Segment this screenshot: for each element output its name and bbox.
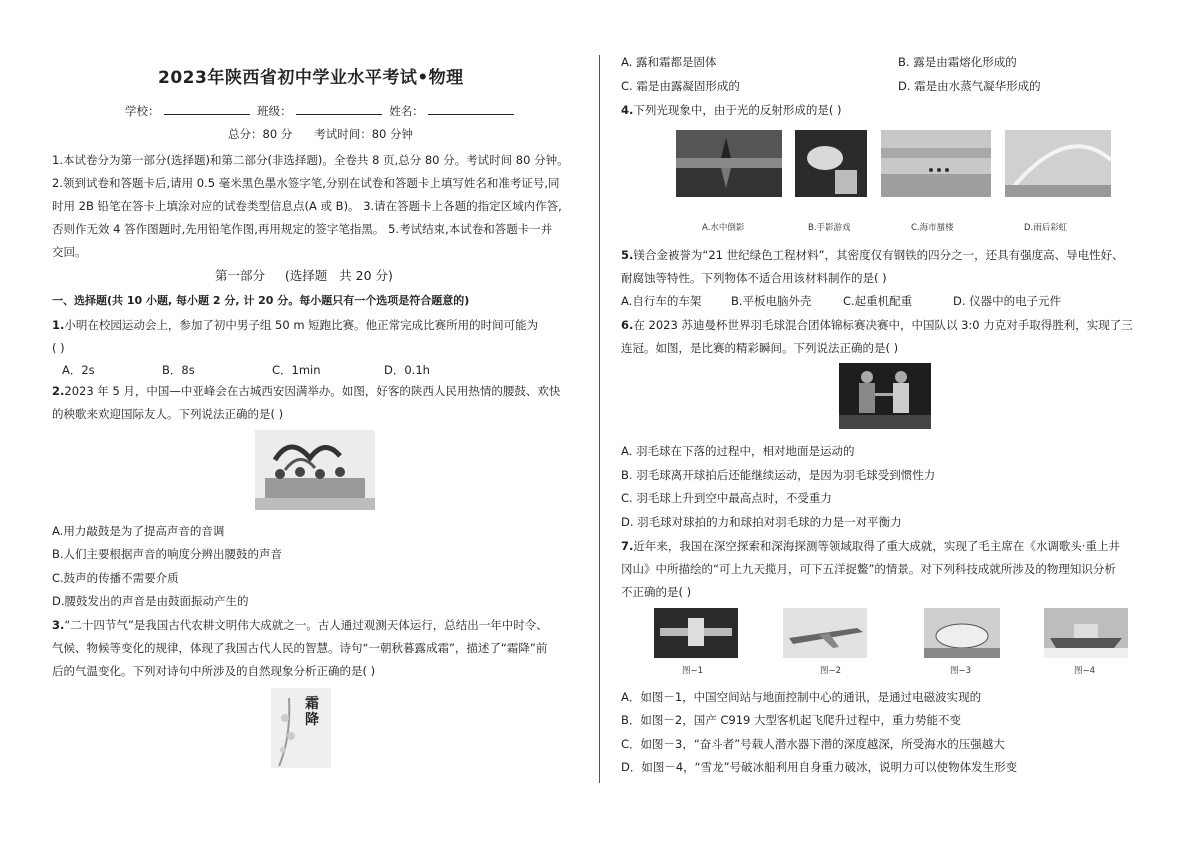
q2-option-a: A.用力敲鼓是为了提高声音的音调 [52, 524, 225, 538]
part1-heading: 第一部分 (选择题 共 20 分) [215, 268, 393, 283]
school-label: 学校： [125, 104, 160, 118]
student-info-row [125, 103, 518, 118]
q2-option-d: D.腰鼓发出的声音是由鼓面振动产生的 [52, 594, 249, 608]
column-divider [599, 55, 600, 783]
q5-option-d: D. 仪器中的电子元件 [953, 294, 1062, 308]
q2-stem [52, 384, 560, 398]
q1-stem [52, 318, 538, 332]
school-blank [164, 103, 250, 115]
q1-option-d: D．0.1h [384, 363, 430, 377]
q7-caption-3: 图−3 [950, 666, 972, 676]
instruction-line-4: 否则作无效 4 答作图题时,先用铅笔作图,再用规定的签字笔指黑。 5.考试结束,本试卷和答题卡一并 [52, 222, 553, 236]
q5-stem [621, 248, 1124, 262]
q1-option-c: C．1min [272, 363, 321, 377]
yangko-dance-illustration [255, 430, 375, 510]
q1-number: 1. [52, 318, 65, 332]
class-blank [296, 103, 382, 115]
q2-option-c: C.鼓声的传播不需要介质 [52, 571, 179, 585]
space-station-image [654, 608, 738, 658]
lake-reflection-illustration [676, 130, 782, 197]
name-label: 姓名： [389, 104, 424, 118]
q7-caption-2: 图−2 [820, 666, 842, 676]
badminton-players-illustration [839, 363, 931, 429]
q4-caption-d: D.雨后彩虹 [1024, 223, 1068, 233]
q1-answer-bracket: ( ) [52, 341, 65, 355]
q2-number: 2. [52, 384, 65, 398]
q5-line2: 耐腐蚀等特性。下列物体不适合用该材料制作的是( ) [621, 271, 887, 285]
c919-aircraft-image [783, 608, 867, 658]
q5-option-c: C.起重机配重 [843, 294, 913, 308]
q3-option-d: D. 霜是由水蒸气凝华形成的 [898, 79, 1041, 93]
q6-line2: 连冠。如图，是比赛的精彩瞬间。下列说法正确的是( ) [621, 341, 899, 355]
q5-line1: 镁合金被誉为“21 世纪绿色工程材料”，其密度仅有钢铁的四分之一，还具有强度高、导电性好、 [633, 248, 1124, 262]
mirage-illustration [881, 130, 991, 197]
q4-stem [621, 103, 842, 117]
q3-stem [52, 618, 548, 632]
q2-line1: 2023 年 5 月，中国—中亚峰会在古城西安因满举办。如图，好客的陕西人民用热情的腰鼓、欢快 [64, 384, 561, 398]
q7-caption-4: 图−4 [1074, 666, 1096, 676]
q7-option-b: B．如图－2，国产 C919 大型客机起飞爬升过程中，重力势能不变 [621, 713, 961, 727]
q7-option-d: D．如图－4，“雪龙”号破冰船利用自身重力破冰，说明力可以使物体发生形变 [621, 760, 1018, 774]
q4-caption-c: C.海市蜃楼 [911, 223, 954, 233]
icebreaker-illustration [1044, 608, 1128, 658]
frost-descent-image [271, 688, 331, 768]
q3-option-c: C. 霜是由露凝固形成的 [621, 79, 740, 93]
q7-line3: 不正确的是( ) [621, 585, 692, 599]
exam-title: 2023年陕西省初中学业水平考试•物理 [158, 68, 464, 88]
q6-option-c: C. 羽毛球上升到空中最高点时，不受重力 [621, 491, 832, 505]
instruction-line-3: 时用 2B 铅笔在答卡上填涂对应的试卷类型信息点(A 或 B)。 3.请在答题卡上各题的指定区域内作答, [52, 199, 562, 213]
space-station-illustration [654, 608, 738, 658]
badminton-image [839, 363, 931, 429]
q5-option-a: A.自行车的车架 [621, 294, 702, 308]
q3-number: 3. [52, 618, 65, 632]
q3-line2: 气候、物候等变化的规律，体现了我国古代人民的智慧。诗句“一朝秋暮露成霜”，描述了“霜降”前 [52, 641, 548, 655]
q2-line2: 的秧歌来欢迎国际友人。下列说法正确的是( ) [52, 407, 284, 421]
q6-number: 6. [621, 318, 634, 332]
instruction-line-1: 1.本试卷分为第一部分(选择题)和第二部分(非选择题)。全卷共 8 页,总分 80 分。考试时间 80 分钟。 [52, 153, 569, 167]
q4-caption-b: B.手影游戏 [808, 223, 851, 233]
q5-number: 5. [621, 248, 634, 262]
q7-line1: 近年来，我国在深空探索和深海探测等领域取得了重大成就，实现了毛主席在《水调歌头·重上井 [633, 539, 1121, 553]
yangko-dance-image [255, 430, 375, 510]
c919-illustration [783, 608, 867, 658]
q6-option-a: A. 羽毛球在下落的过程中，相对地面是运动的 [621, 444, 855, 458]
q5-option-b: B.平板电脑外壳 [731, 294, 812, 308]
q1-option-a: A．2s [62, 363, 95, 377]
score-time: 总分：80 分 考试时间：80 分钟 [228, 127, 414, 141]
q7-caption-1: 图−1 [682, 666, 704, 676]
q3-line1: “二十四节气”是我国古代农耕文明伟大成就之一。古人通过观测天体运行，总结出一年中时令、 [64, 618, 548, 632]
submersible-image [924, 608, 1000, 658]
instruction-line-2: 2.领到试卷和答题卡后,请用 0.5 毫米黑色墨水签字笔,分别在试卷和答题卡上填写姓名和准考证号,同 [52, 176, 560, 190]
class-label: 班级： [257, 104, 292, 118]
q6-line1: 在 2023 苏迪曼杯世界羽毛球混合团体锦标赛决赛中，中国队以 3:0 力克对手取得胜利，实现了三 [633, 318, 1133, 332]
q7-number: 7. [621, 539, 634, 553]
instruction-line-5: 交回。 [52, 245, 87, 259]
q1-option-b: B．8s [162, 363, 195, 377]
q6-option-b: B. 羽毛球离开球拍后还能继续运动，是因为羽毛球受到惯性力 [621, 468, 936, 482]
q4-caption-a: A.水中倒影 [702, 223, 745, 233]
q6-stem [621, 318, 1133, 332]
q7-line2: 冈山》中所描绘的“可上九天揽月，可下五洋捉鳖”的情景。对下列科技成就所涉及的物理知识分析 [621, 562, 1116, 576]
reflection-image [676, 130, 782, 197]
section-heading: 一、选择题(共 10 小题, 每小题 2 分, 计 20 分。每小题只有一个选项是符合题意的) [52, 294, 470, 307]
frost-descent-text: 霜降 [305, 696, 319, 728]
rainbow-image [1005, 130, 1111, 197]
q7-option-a: A．如图－1，中国空间站与地面控制中心的通讯，是通过电磁波实现的 [621, 690, 982, 704]
q3-line3: 后的气温变化。下列对诗句中所涉及的自然现象分析正确的是( ) [52, 664, 376, 678]
name-blank [428, 103, 514, 115]
hand-shadow-illustration [795, 130, 867, 197]
rainbow-illustration [1005, 130, 1111, 197]
q4-stem-text: 下列光现象中，由于光的反射形成的是( ) [633, 103, 842, 117]
q1-line1: 小明在校园运动会上，参加了初中男子组 50 m 短跑比赛。他正常完成比赛所用的时间可能为 [64, 318, 539, 332]
q7-stem [621, 539, 1120, 553]
q2-option-b: B.人们主要根据声音的响度分辨出腰鼓的声音 [52, 547, 283, 561]
q7-option-c: C．如图－3，“奋斗者”号载人潜水器下潜的深度越深，所受海水的压强越大 [621, 737, 1005, 751]
submersible-illustration [924, 608, 1000, 658]
q4-number: 4. [621, 103, 634, 117]
q6-option-d: D. 羽毛球对球拍的力和球拍对羽毛球的力是一对平衡力 [621, 515, 902, 529]
mirage-image [881, 130, 991, 197]
q3-option-a: A. 露和霜都是固体 [621, 55, 717, 69]
hand-shadow-image [795, 130, 867, 197]
icebreaker-image [1044, 608, 1128, 658]
q3-option-b: B. 露是由霜熔化形成的 [898, 55, 1017, 69]
